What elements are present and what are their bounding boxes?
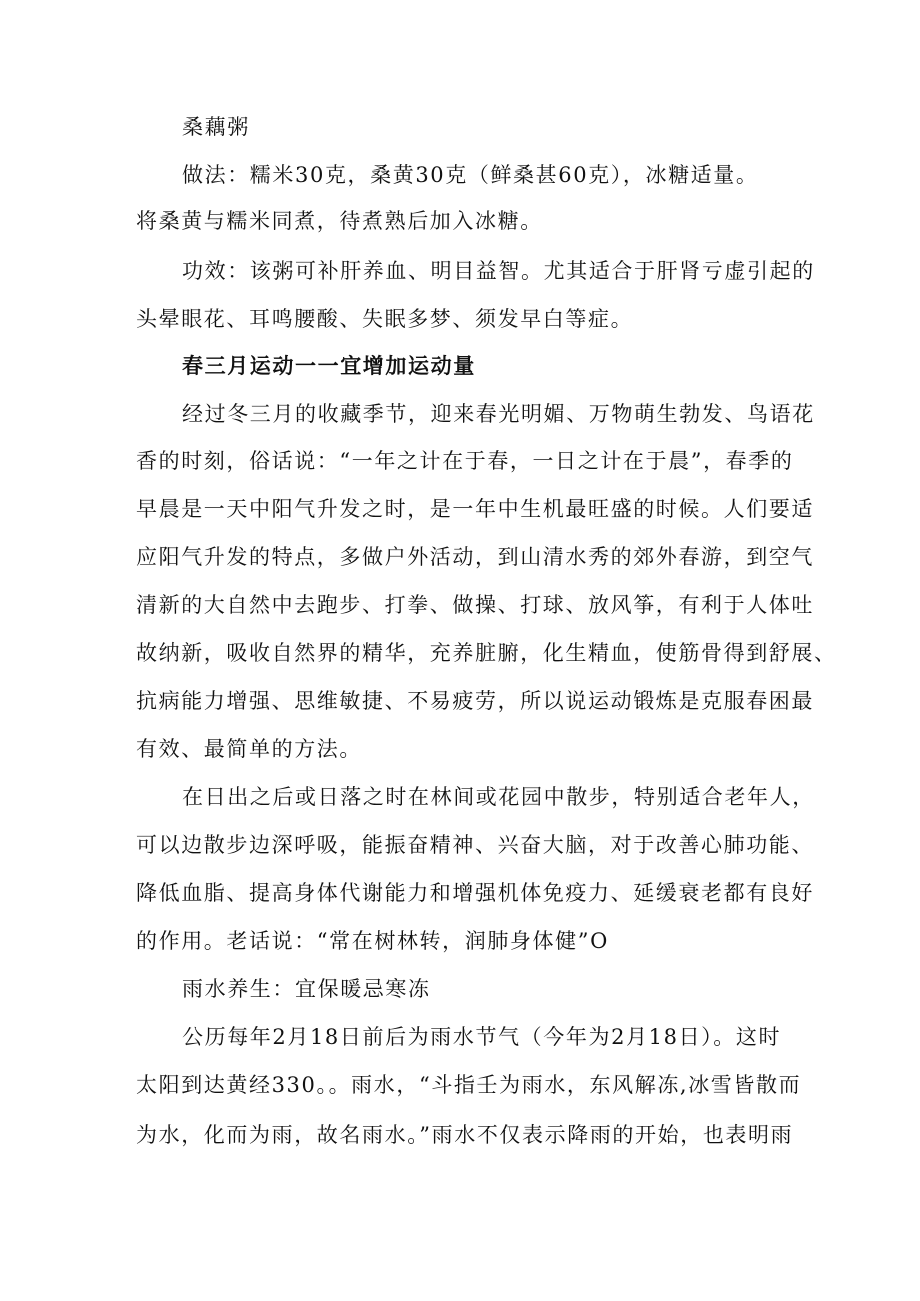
recipe-effect-line-1: 功效：该粥可补肝养血、明目益智。尤其适合于肝肾亏虚引起的 (182, 259, 815, 283)
section-heading-rain-water: 雨水养生：宜保暖忌寒冻 (182, 977, 431, 1001)
section-heading-spring-exercise: 春三月运动一一宜增加运动量 (182, 353, 476, 378)
paragraph-line: 公历每年2月18日前后为雨水节气（今年为2月18日）。这时 (182, 1025, 782, 1049)
paragraph-line: 应阳气升发的特点，多做户外活动，到山清水秀的郊外春游，到空气 (136, 545, 814, 569)
paragraph-line: 抗病能力增强、思维敏捷、不易疲劳，所以说运动锻炼是克服春困最 (136, 689, 814, 713)
paragraph-line: 在日出之后或日落之时在林间或花园中散步，特别适合老年人， (182, 785, 815, 809)
recipe-method-line-2: 将桑黄与糯米同煮，待煮熟后加入冰糖。 (136, 209, 543, 233)
paragraph-line: 太阳到达黄经330。。雨水，“斗指壬为雨水，东风解冻,冰雪皆散而 (136, 1073, 802, 1097)
recipe-effect-line-2: 头晕眼花、耳鸣腰酸、失眠多梦、须发早白等症。 (136, 307, 634, 331)
paragraph-line: 为水，化而为雨，故名雨水。”雨水不仅表示降雨的开始，也表明雨 (136, 1123, 794, 1147)
paragraph-line: 早晨是一天中阳气升发之时，是一年中生机最旺盛的时候。人们要适 (136, 497, 814, 521)
paragraph-line: 可以边散步边深呼吸，能振奋精神、兴奋大脑，对于改善心肺功能、 (136, 833, 814, 857)
recipe-method-line-1: 做法：糯米30克，桑黄30克（鲜桑甚60克），冰糖适量。 (182, 163, 759, 187)
paragraph-line: 有效、最简单的方法。 (136, 737, 362, 761)
paragraph-line: 故纳新，吸收自然界的精华，充养脏腑，化生精血，使筋骨得到舒展、 (136, 641, 837, 665)
paragraph-line: 香的时刻，俗话说：“一年之计在于春，一日之计在于晨”，春季的 (136, 449, 794, 473)
paragraph-line: 的作用。老话说：“常在树林转，润肺身体健”O (136, 929, 609, 953)
paragraph-line: 清新的大自然中去跑步、打拳、做操、打球、放风筝，有利于人体吐 (136, 593, 814, 617)
recipe-title: 桑藕粥 (182, 115, 250, 139)
paragraph-line: 降低血脂、提高身体代谢能力和增强机体免疫力、延缓衰老都有良好 (136, 881, 814, 905)
paragraph-line: 经过冬三月的收藏季节，迎来春光明媚、万物萌生勃发、鸟语花 (182, 402, 815, 426)
